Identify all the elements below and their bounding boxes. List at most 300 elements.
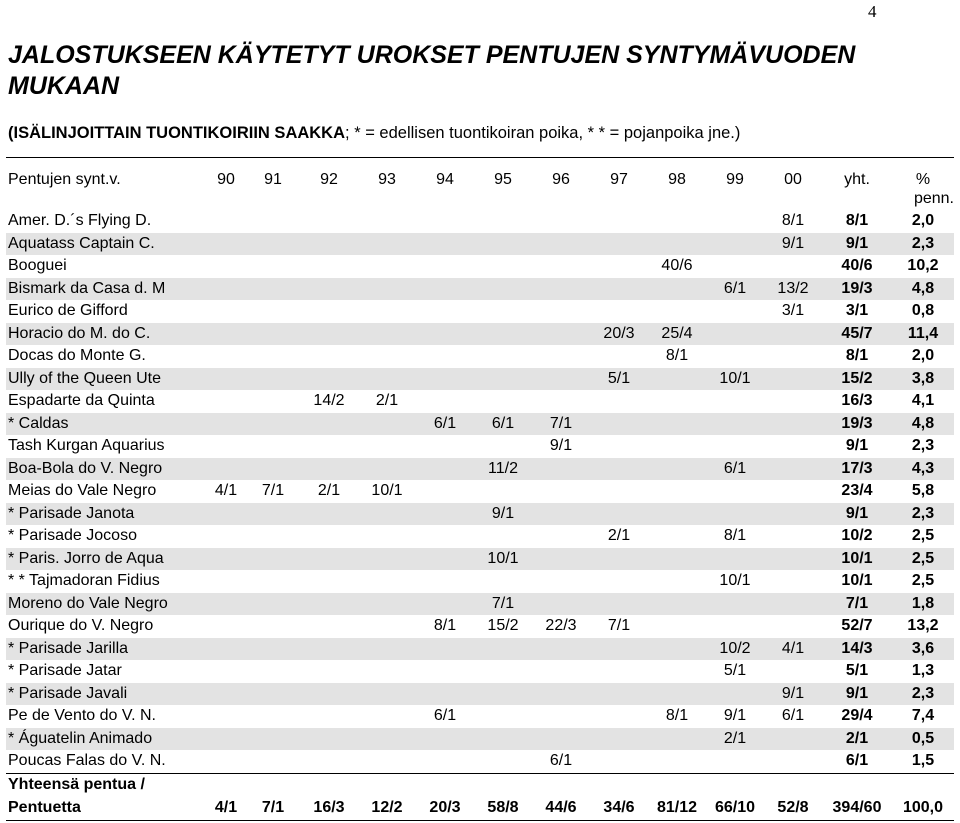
year-cell [648,615,706,638]
year-cell [416,390,474,413]
year-cell [648,413,706,436]
header-percent [892,170,954,210]
dog-name: Aquatass Captain C. [6,233,206,256]
table-row [6,210,954,233]
year-cell: 8/1 [665,347,689,365]
table-row [6,368,954,391]
header-row [6,170,954,210]
row-percent: 1,8 [892,593,954,616]
year-cell [648,548,706,571]
year-cell [416,458,474,481]
year-cell [764,458,822,481]
year-cell: 4/1 [214,482,238,500]
header-year-93: 93 [378,171,396,188]
year-cell [416,683,474,706]
year-cell [764,368,822,391]
year-cell [590,503,648,526]
year-cell [706,413,764,436]
dog-name: * Parisade Jatar [8,662,122,680]
year-cell: 7/1 [607,617,631,635]
year-cell [206,548,246,571]
header-year-95: 95 [494,171,512,188]
year-cell [206,278,246,301]
dog-name: Tash Kurgan Aquarius [8,437,165,455]
year-cell: 6/1 [706,458,764,481]
year-cell [474,480,532,503]
year-cell [764,255,822,278]
table-row [6,548,954,571]
year-cell [206,233,246,256]
header-year-99: 99 [726,171,744,188]
header-percent-symbol: % [915,171,931,188]
dog-name: Meias do Vale Negro [8,482,157,500]
footer-total-row [6,796,954,818]
year-cell [474,570,532,593]
table-row [6,570,954,593]
year-cell [416,480,474,503]
year-cell [590,300,648,323]
row-total: 52/7 [841,617,873,635]
year-cell [358,683,416,706]
year-cell [706,548,764,571]
row-total: 7/1 [822,593,892,616]
year-cell [532,390,590,413]
year-cell [648,233,706,256]
year-cell: 25/4 [648,323,706,346]
row-total: 29/4 [841,707,873,725]
year-cell [246,615,300,638]
year-cell [590,390,648,413]
row-percent: 4,8 [892,278,954,301]
year-cell: 9/1 [723,707,747,725]
year-cell [590,413,648,436]
year-cell [416,660,474,683]
header-year-98: 98 [668,171,686,188]
year-cell [474,435,532,458]
year-cell [590,458,648,481]
table-row [6,323,954,346]
row-total: 45/7 [822,323,892,346]
year-cell [358,210,416,233]
year-cell [358,503,416,526]
year-cell [532,525,590,548]
year-cell: 8/1 [433,617,457,635]
row-total: 9/1 [822,233,892,256]
year-cell [474,660,532,683]
year-cell: 40/6 [661,257,693,275]
year-cell: 6/1 [433,707,457,725]
year-cell: 9/1 [764,233,822,256]
year-cell [300,503,358,526]
year-cell: 9/1 [764,683,822,706]
year-cell [246,345,300,368]
year-cell: 20/3 [590,323,648,346]
year-cell [706,323,764,346]
year-cell [358,368,416,391]
year-cell [706,210,764,233]
year-cell [358,660,416,683]
stud-table [6,170,954,818]
row-total: 23/4 [841,482,873,500]
year-cell [358,705,416,728]
year-cell [648,300,706,323]
year-cell [590,278,648,301]
footer-year-total: 58/8 [487,798,519,816]
year-cell [206,300,246,323]
year-cell [764,390,822,413]
year-cell [648,480,706,503]
row-percent: 4,1 [911,392,935,410]
year-cell [648,278,706,301]
row-percent: 2,0 [911,347,935,365]
footer-percent: 100,0 [902,798,944,816]
dog-name: * Paris. Jorro de Aqua [6,548,206,571]
year-cell: 14/2 [313,392,345,410]
year-cell [300,300,358,323]
year-cell [532,548,590,571]
year-cell [706,615,764,638]
year-cell [246,435,300,458]
year-cell: 8/1 [781,212,805,230]
footer-year-total: 44/6 [545,798,577,816]
row-percent: 0,5 [892,728,954,751]
row-total: 17/3 [822,458,892,481]
year-cell [648,683,706,706]
dog-name: Espadarte da Quinta [8,392,155,410]
year-cell [358,458,416,481]
year-cell: 10/2 [706,638,764,661]
year-cell [358,345,416,368]
dog-name: Bismark da Casa d. M [6,278,206,301]
year-cell: 8/1 [723,527,747,545]
table-row [6,750,954,773]
year-cell [532,210,590,233]
year-cell [206,615,246,638]
subtitle-rest: ; * = edellisen tuontikoiran poika, * * = pojanpoika jne.) [345,124,741,142]
year-cell [246,278,300,301]
year-cell [206,255,246,278]
year-cell [206,525,246,548]
dog-name: Eurico de Gifford [8,302,128,320]
year-cell [706,750,764,773]
year-cell [474,210,532,233]
row-percent: 1,3 [911,662,935,680]
year-cell [474,278,532,301]
year-cell [206,638,246,661]
year-cell [416,593,474,616]
table-row [6,390,954,413]
footer-label-2: Pentuetta [8,798,81,816]
page-number: 4 [868,2,877,21]
table-row [6,435,954,458]
year-cell [206,458,246,481]
year-cell [590,210,648,233]
year-cell [764,435,822,458]
year-cell: 6/1 [706,278,764,301]
year-cell [648,750,706,773]
year-cell [648,458,706,481]
dog-name: Poucas Falas do V. N. [8,752,166,770]
year-cell [764,750,822,773]
row-total: 9/1 [845,437,869,455]
year-cell [706,390,764,413]
row-percent: 2,3 [911,437,935,455]
row-percent: 3,6 [892,638,954,661]
table-row [6,638,954,661]
dog-name: * Parisade Jocoso [8,527,137,545]
year-cell: 15/2 [487,617,519,635]
table-row [6,615,954,638]
year-cell [300,615,358,638]
year-cell [358,570,416,593]
year-cell: 13/2 [764,278,822,301]
year-cell [358,323,416,346]
table-row [6,660,954,683]
year-cell [246,255,300,278]
year-cell [590,255,648,278]
row-total: 19/3 [822,278,892,301]
table-row [6,728,954,751]
year-cell: 3/1 [781,302,805,320]
year-cell [246,503,300,526]
table-row [6,705,954,728]
year-cell [206,503,246,526]
table-row [6,233,954,256]
year-cell: 9/1 [549,437,573,455]
year-cell [206,210,246,233]
table-row [6,458,954,481]
year-cell: 11/2 [474,458,532,481]
year-cell [300,413,358,436]
row-total: 8/1 [845,347,869,365]
row-total: 8/1 [845,212,869,230]
header-percent-unit: penn. [913,190,954,207]
dog-name: * Parisade Jarilla [6,638,206,661]
year-cell [246,458,300,481]
year-cell: 2/1 [607,527,631,545]
year-cell: 6/1 [474,413,532,436]
year-cell [206,368,246,391]
row-percent: 2,5 [911,527,935,545]
year-cell [764,503,822,526]
footer-year-total: 66/10 [714,798,756,816]
year-cell [416,435,474,458]
year-cell: 2/1 [706,728,764,751]
header-total: yht. [844,171,870,188]
subtitle-bold: (ISÄLINJOITTAIN TUONTIKOIRIIN SAAKKA [8,124,346,142]
year-cell [532,458,590,481]
year-cell [474,705,532,728]
year-cell [206,705,246,728]
year-cell [532,503,590,526]
row-percent: 7,4 [911,707,935,725]
year-cell: 7/1 [532,413,590,436]
year-cell [764,345,822,368]
table-row [6,413,954,436]
year-cell [474,233,532,256]
table-row [6,525,954,548]
year-cell [706,503,764,526]
year-cell [474,390,532,413]
year-cell [416,300,474,323]
year-cell [300,368,358,391]
year-cell [206,728,246,751]
year-cell [206,683,246,706]
year-cell [532,480,590,503]
table-row [6,345,954,368]
year-cell [416,255,474,278]
year-cell [648,390,706,413]
year-cell [590,345,648,368]
year-cell [300,323,358,346]
row-percent: 2,5 [911,572,935,590]
year-cell [532,728,590,751]
year-cell [206,413,246,436]
year-cell [358,638,416,661]
year-cell [246,593,300,616]
year-cell [358,435,416,458]
year-cell [590,570,648,593]
year-cell [300,638,358,661]
footer-label-row [6,773,954,796]
row-percent: 10,2 [907,257,939,275]
year-cell [532,345,590,368]
year-cell [358,413,416,436]
year-cell: 22/3 [545,617,577,635]
year-cell [358,525,416,548]
footer-label-1: Yhteensä pentua / [6,773,206,796]
dog-name: Docas do Monte G. [8,347,146,365]
header-year-00: 00 [784,171,802,188]
year-cell [246,750,300,773]
year-cell [416,638,474,661]
year-cell [764,413,822,436]
year-cell [206,593,246,616]
year-cell: 10/1 [719,572,751,590]
year-cell [706,255,764,278]
year-cell [648,638,706,661]
row-percent: 1,5 [911,752,935,770]
row-percent: 4,8 [892,413,954,436]
year-cell [416,323,474,346]
year-cell [764,660,822,683]
row-percent: 4,3 [892,458,954,481]
year-cell [532,660,590,683]
row-percent: 2,3 [892,503,954,526]
year-cell [474,728,532,751]
year-cell [246,300,300,323]
year-cell [416,233,474,256]
year-cell [764,480,822,503]
year-cell [246,233,300,256]
dog-name: Booguei [8,257,67,275]
year-cell [590,660,648,683]
header-year-97: 97 [610,171,628,188]
year-cell: 2/1 [317,482,341,500]
row-total: 10/2 [841,527,873,545]
year-cell [416,570,474,593]
dog-name: * Águatelin Animado [6,728,206,751]
year-cell [532,705,590,728]
table-row [6,683,954,706]
row-percent: 2,5 [892,548,954,571]
year-cell: 6/1 [781,707,805,725]
year-cell [532,300,590,323]
year-cell [300,683,358,706]
year-cell [246,368,300,391]
year-cell [764,323,822,346]
dog-name: * * Tajmadoran Fidius [8,572,160,590]
year-cell [416,278,474,301]
year-cell [648,210,706,233]
year-cell [764,525,822,548]
year-cell [300,233,358,256]
year-cell [590,593,648,616]
row-percent: 5,8 [911,482,935,500]
year-cell [474,683,532,706]
year-cell [358,750,416,773]
dog-name: Horacio do M. do C. [6,323,206,346]
year-cell [590,728,648,751]
year-cell [474,255,532,278]
row-percent: 3,8 [892,368,954,391]
header-year-91: 91 [264,171,282,188]
year-cell [764,570,822,593]
year-cell [358,278,416,301]
year-cell [706,683,764,706]
table-row [6,480,954,503]
year-cell [532,570,590,593]
dog-name: * Parisade Janota [6,503,206,526]
year-cell [206,570,246,593]
year-cell [246,390,300,413]
row-total: 14/3 [822,638,892,661]
year-cell [764,548,822,571]
year-cell: 6/1 [416,413,474,436]
year-cell [206,660,246,683]
year-cell [416,503,474,526]
year-cell [590,480,648,503]
year-cell [474,750,532,773]
year-cell [206,323,246,346]
year-cell [764,728,822,751]
footer-year-total: 12/2 [371,798,403,816]
footer-year-total: 7/1 [261,798,285,816]
year-cell [358,593,416,616]
year-cell [706,435,764,458]
year-cell [246,210,300,233]
year-cell: 8/1 [665,707,689,725]
year-cell [532,368,590,391]
year-cell [648,593,706,616]
year-cell [358,615,416,638]
row-total: 15/2 [822,368,892,391]
footer-year-total: 52/8 [777,798,809,816]
year-cell [648,525,706,548]
year-cell [648,660,706,683]
year-cell [648,368,706,391]
year-cell [300,705,358,728]
year-cell [300,750,358,773]
footer-spacer [206,773,954,796]
dog-name: Moreno do Vale Negro [6,593,206,616]
footer-year-total: 20/3 [429,798,461,816]
year-cell [300,728,358,751]
year-cell [246,570,300,593]
dog-name: Ully of the Queen Ute [6,368,206,391]
year-cell: 5/1 [590,368,648,391]
year-cell [300,458,358,481]
